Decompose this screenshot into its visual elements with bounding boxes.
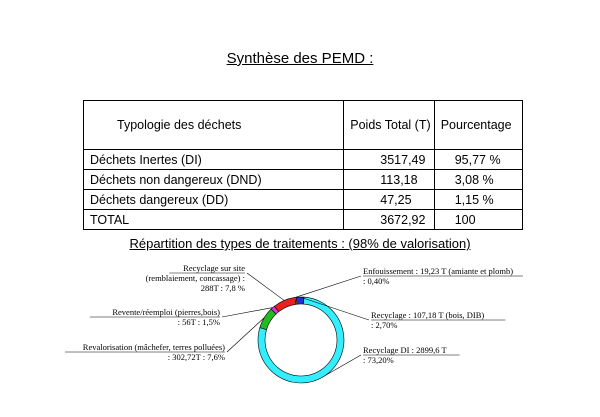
cell-type: Déchets non dangereux (DND) xyxy=(84,170,344,190)
cell-percent: 100 xyxy=(434,210,522,230)
slice-label-4: Revente/réemploi (pierres,bois) : 56T : 1,5% xyxy=(112,307,220,327)
leader-line-5 xyxy=(247,273,284,300)
header-typologie: Typologie des déchets xyxy=(84,101,344,150)
slice-label-0: Enfouissement : 19,23 T (amiante et plomb) : 0,40% xyxy=(363,266,514,286)
slice-label-5: Recyclage sur site (remblaiement, concassage) : 288T : 7,8 % xyxy=(145,263,245,293)
slice-label-1: Recyclage : 107,18 T (bois, DIB) : 2,70% xyxy=(371,310,485,330)
cell-type: TOTAL xyxy=(84,210,344,230)
cell-percent: 95,77 % xyxy=(434,150,522,170)
cell-percent: 1,15 % xyxy=(434,190,522,210)
header-pourcentage: Pourcentage xyxy=(434,101,522,150)
leader-line-4 xyxy=(222,308,273,317)
slice-label-2: Recyclage DI : 2899,6 T : 73,20% xyxy=(363,345,447,365)
slice-5 xyxy=(274,297,296,311)
cell-weight: 47,25 xyxy=(344,190,434,210)
cell-type: Déchets dangereux (DD) xyxy=(84,190,344,210)
cell-type: Déchets Inertes (DI) xyxy=(84,150,344,170)
header-poids: Poids Total (T) xyxy=(344,101,434,150)
page-title: Synthèse des PEMD : xyxy=(226,50,374,67)
cell-percent: 3,08 % xyxy=(434,170,522,190)
chart-title: Répartition des types de traitements : (98% de valorisation) xyxy=(129,236,471,251)
cell-weight: 3672,92 xyxy=(344,210,434,230)
cell-weight: 3517,49 xyxy=(344,150,434,170)
leader-line-0 xyxy=(296,276,361,297)
slice-label-3: Revalorisation (mâchefer, terres polluées) : 302,72T : 7,6% xyxy=(82,342,225,362)
cell-weight: 113,18 xyxy=(344,170,434,190)
